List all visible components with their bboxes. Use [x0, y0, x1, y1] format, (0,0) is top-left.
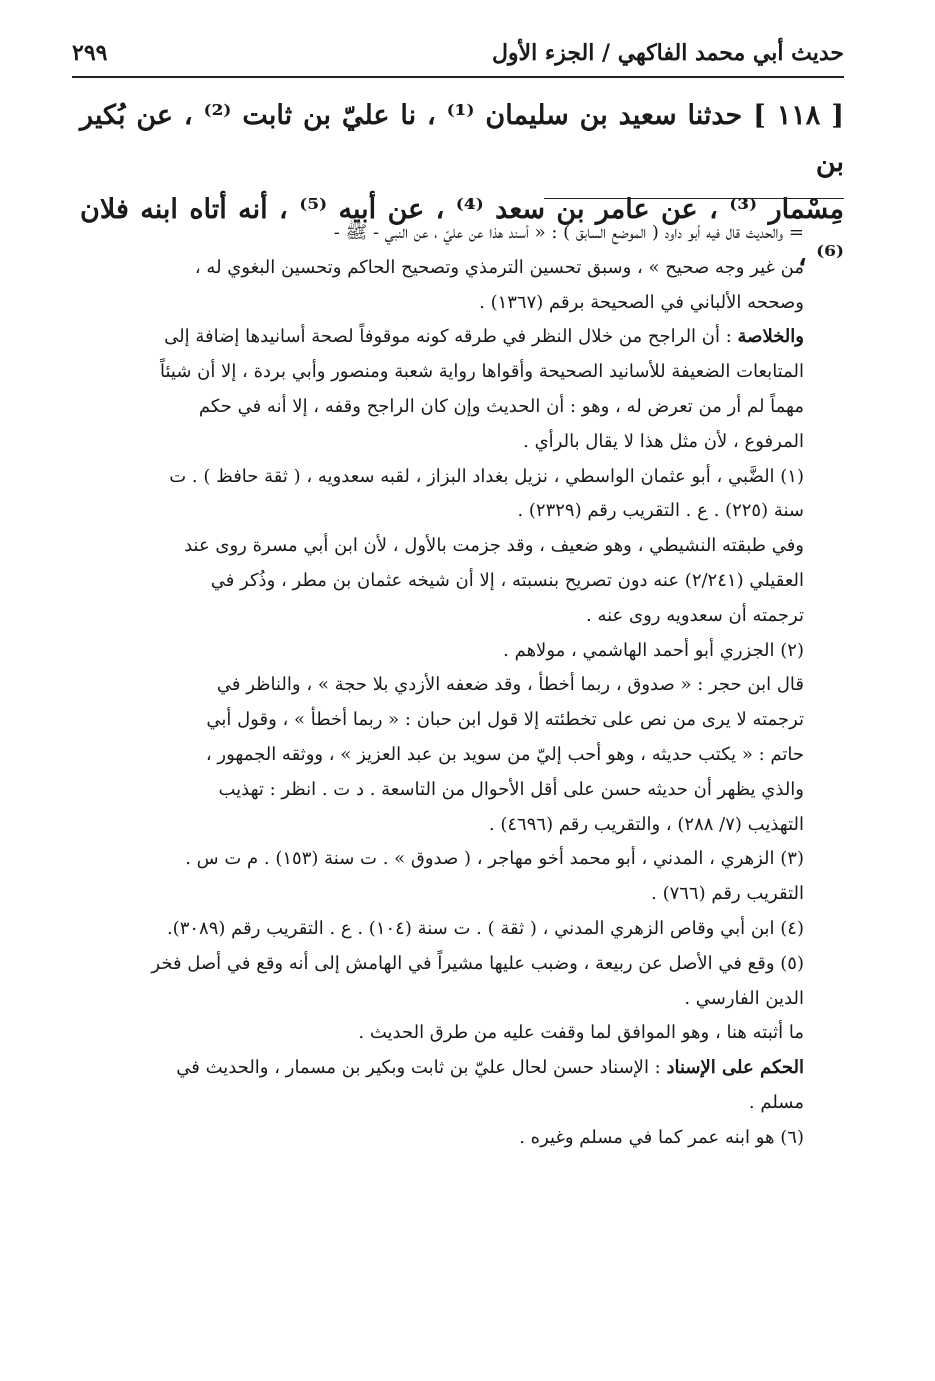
ruling-label: الحكم على الإسناد	[666, 1057, 804, 1079]
hadith-line: مِسْمار ⁽³⁾ ، عن عامر بن سعد ⁽⁴⁾ ، عن أبيه ⁽⁵⁾ ، أنه أتاه ابنه فلان ⁽⁶⁾ ،	[80, 194, 844, 272]
footnote-1: (١) الضَّبي ، أبو عثمان الواسطي ، نزيل بغداد البزاز ، لقبه سعدويه ، ( ثقة حافظ ) . ت سنة (٢٢٥) . ع . التقريب رقم (٢٣٢٩) . وفي طبقته النشيطي ، وهو ضعيف ، وقد جزمت بالأول ، لأن ابن أبي مسرة روى عند العقيلي (٢/٢٤١) عنه دون تصريح بنسبته ، إلا أن شيخه عثمان بن مطر ، وذُكر في ترجمته أن سعدويه روى عنه .	[169, 465, 804, 626]
page-header	[72, 36, 844, 78]
footnote-continuation: = والحديث قال فيه أبو داود ( الموضع السابق ) : « أسند هذا عن عليّ ، عن النبي - ﷺ - من غير وجه صحيح » ، وسبق تحسين الترمذي وتصحيح الحاكم وتحسين البغوي له ، وصححه الألباني في الصحيحة برقم (١٣٦٧) .	[194, 222, 804, 313]
conclusion-paragraph: والخلاصة : أن الراجح من خلال النظر في طرقه كونه موقوفاً لصحة أسانيدها إضافة إلى المتابعات الضعيفة للأسانيد الصحيحة وأقواها رواية شعبة ومنصور وأبي بردة ، إلا أن شيئاً مهماً لم أر من تعرض له ، وهو : أن الحديث وإن كان الراجح وقفه ، إلا أنه في حكم المرفوع ، لأن مثل هذا لا يقال بالرأي .	[159, 326, 804, 452]
footnote-2: (٢) الجزري أبو أحمد الهاشمي ، مولاهم . قال ابن حجر : « صدوق ، ربما أخطأ ، وقد ضعفه الأزدي بلا حجة » ، والناظر في ترجمته لا يرى من نص على تخطئته إلا قول ابن حبان : « ربما أخطأ » ، وقول أبي حاتم : « يكتب حديثه ، وهو أحب إليّ من سويد بن عبد العزيز » ، ووثقه الجمهور ، والذي يظهر أن حديثه حسن على أقل الأحوال من التاسعة . د ت . انظر : تهذيب التهذيب (٧/ ٢٨٨) ، والتقريب رقم (٤٦٩٦) .	[205, 639, 804, 835]
footnote-4: (٤) ابن أبي وقاص الزهري المدني ، ( ثقة ) . ت سنة (١٠٤) . ع . التقريب رقم (٣٠٨٩).	[166, 917, 804, 939]
continuation-mark: =	[783, 222, 804, 243]
page-number: ٢٩٩	[72, 40, 108, 66]
footnote-5: (٥) وقع في الأصل عن ربيعة ، وضبب عليها مشيراً في الهامش إلى أنه وقع في أصل فخر الدين الفارسي . ما أثبته هنا ، وهو الموافق لما وقفت عليه من طرق الحديث . الحكم على الإسناد : الإسناد حسن لحال عليّ بن ثابت وبكير بن مسمار ، والحديث في مسلم .	[151, 952, 804, 1113]
footnotes	[74, 216, 844, 1156]
footnote-3: (٣) الزهري ، المدني ، أبو محمد أخو مهاجر ، ( صدوق » . ت سنة (١٥٣) . م ت س . التقريب رقم (٧٦٦) .	[185, 848, 804, 905]
footnote-separator	[544, 198, 844, 199]
hadith-line: [ ١١٨ ] حدثنا سعيد بن سليمان ⁽¹⁾ ، نا عليّ بن ثابت ⁽²⁾ ، عن بُكير بن	[80, 100, 844, 178]
running-title: حديث أبي محمد الفاكهي / الجزء الأول	[491, 40, 844, 66]
conclusion-label: والخلاصة	[737, 326, 804, 348]
footnote-6: (٦) هو ابنه عمر كما في مسلم وغيره .	[519, 1126, 804, 1148]
